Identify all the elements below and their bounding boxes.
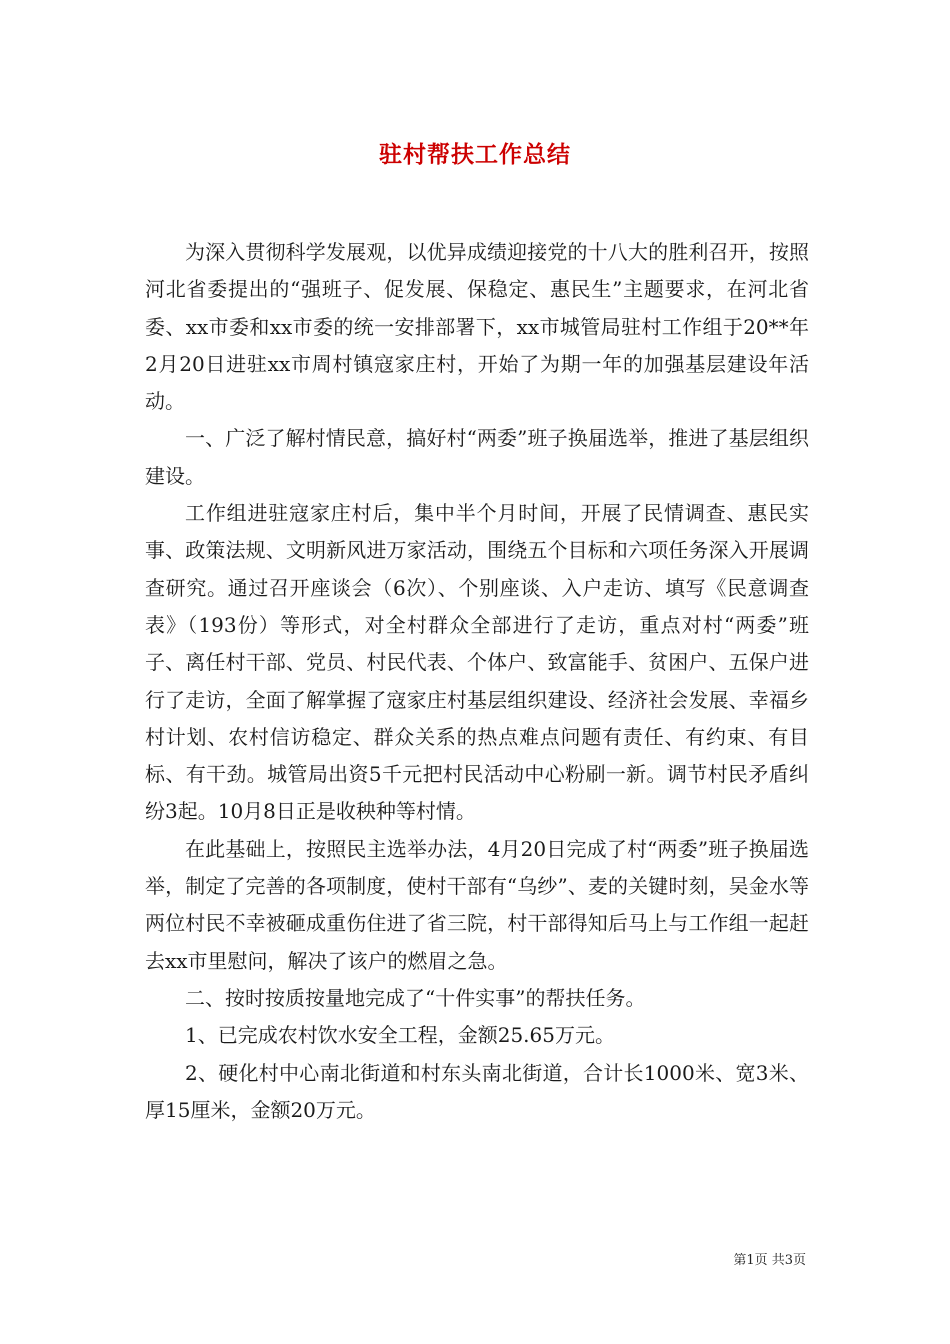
- paragraph-election: 在此基础上，按照民主选举办法，4月20日完成了村“两委”班子换届选举，制定了完善的各项制度，使村干部有“乌纱”、麦的关键时刻，吴金水等两位村民不幸被砸成重伤住进了省三院，村干部得知后马上与工作组一起赶去xx市里慰问，解决了该户的燃眉之急。: [145, 836, 809, 973]
- page-number: 第1页 共3页: [733, 1253, 806, 1268]
- paragraph-item-2: 2、硬化村中心南北街道和村东头南北街道，合计长1000米、宽3米、厚15厘米，金额20万元。: [145, 1060, 809, 1122]
- paragraph-item-1: 1、已完成农村饮水安全工程，金额25.65万元。: [185, 1023, 615, 1048]
- paragraph-survey: 工作组进驻寇家庄村后，集中半个月时间，开展了民情调查、惠民实事、政策法规、文明新风进万家活动，围绕五个目标和六项任务深入开展调查研究。通过召开座谈会（6次）、个别座谈、入户走访、填写《民意调查表》（193份）等形式，对全村群众全部进行了走访，重点对村“两委”班子、离任村干部、党员、村民代表、个体户、致富能手、贫困户、五保户进行了走访，全面了解掌握了寇家庄村基层组织建设、经济社会发展、幸福乡村计划、农村信访稳定、群众关系的热点难点问题有责任、有约束、有目标、有干劲。城管局出资5千元把村民活动中心粉刷一新。调节村民矛盾纠纷3起。10月8日正是收秧种等村情。: [145, 501, 809, 824]
- paragraph-section-2-heading: 二、按时按质按量地完成了“十件实事”的帮扶任务。: [185, 985, 646, 1010]
- paragraph-intro: 为深入贯彻科学发展观，以优异成绩迎接党的十八大的胜利召开，按照河北省委提出的“强班子、促发展、保稳定、惠民生”主题要求，在河北省委、xx市委和xx市委的统一安排部署下，xx市城管局驻村工作组于20**年2月20日进驻xx市周村镇寇家庄村，开始了为期一年的加强基层建设年活动。: [145, 240, 809, 414]
- document-body: [145, 234, 809, 1129]
- document-title: 驻村帮扶工作总结: [379, 141, 571, 168]
- paragraph-section-1-heading: 一、广泛了解村情民意，搞好村“两委”班子换届选举，推进了基层组织建设。: [145, 426, 809, 488]
